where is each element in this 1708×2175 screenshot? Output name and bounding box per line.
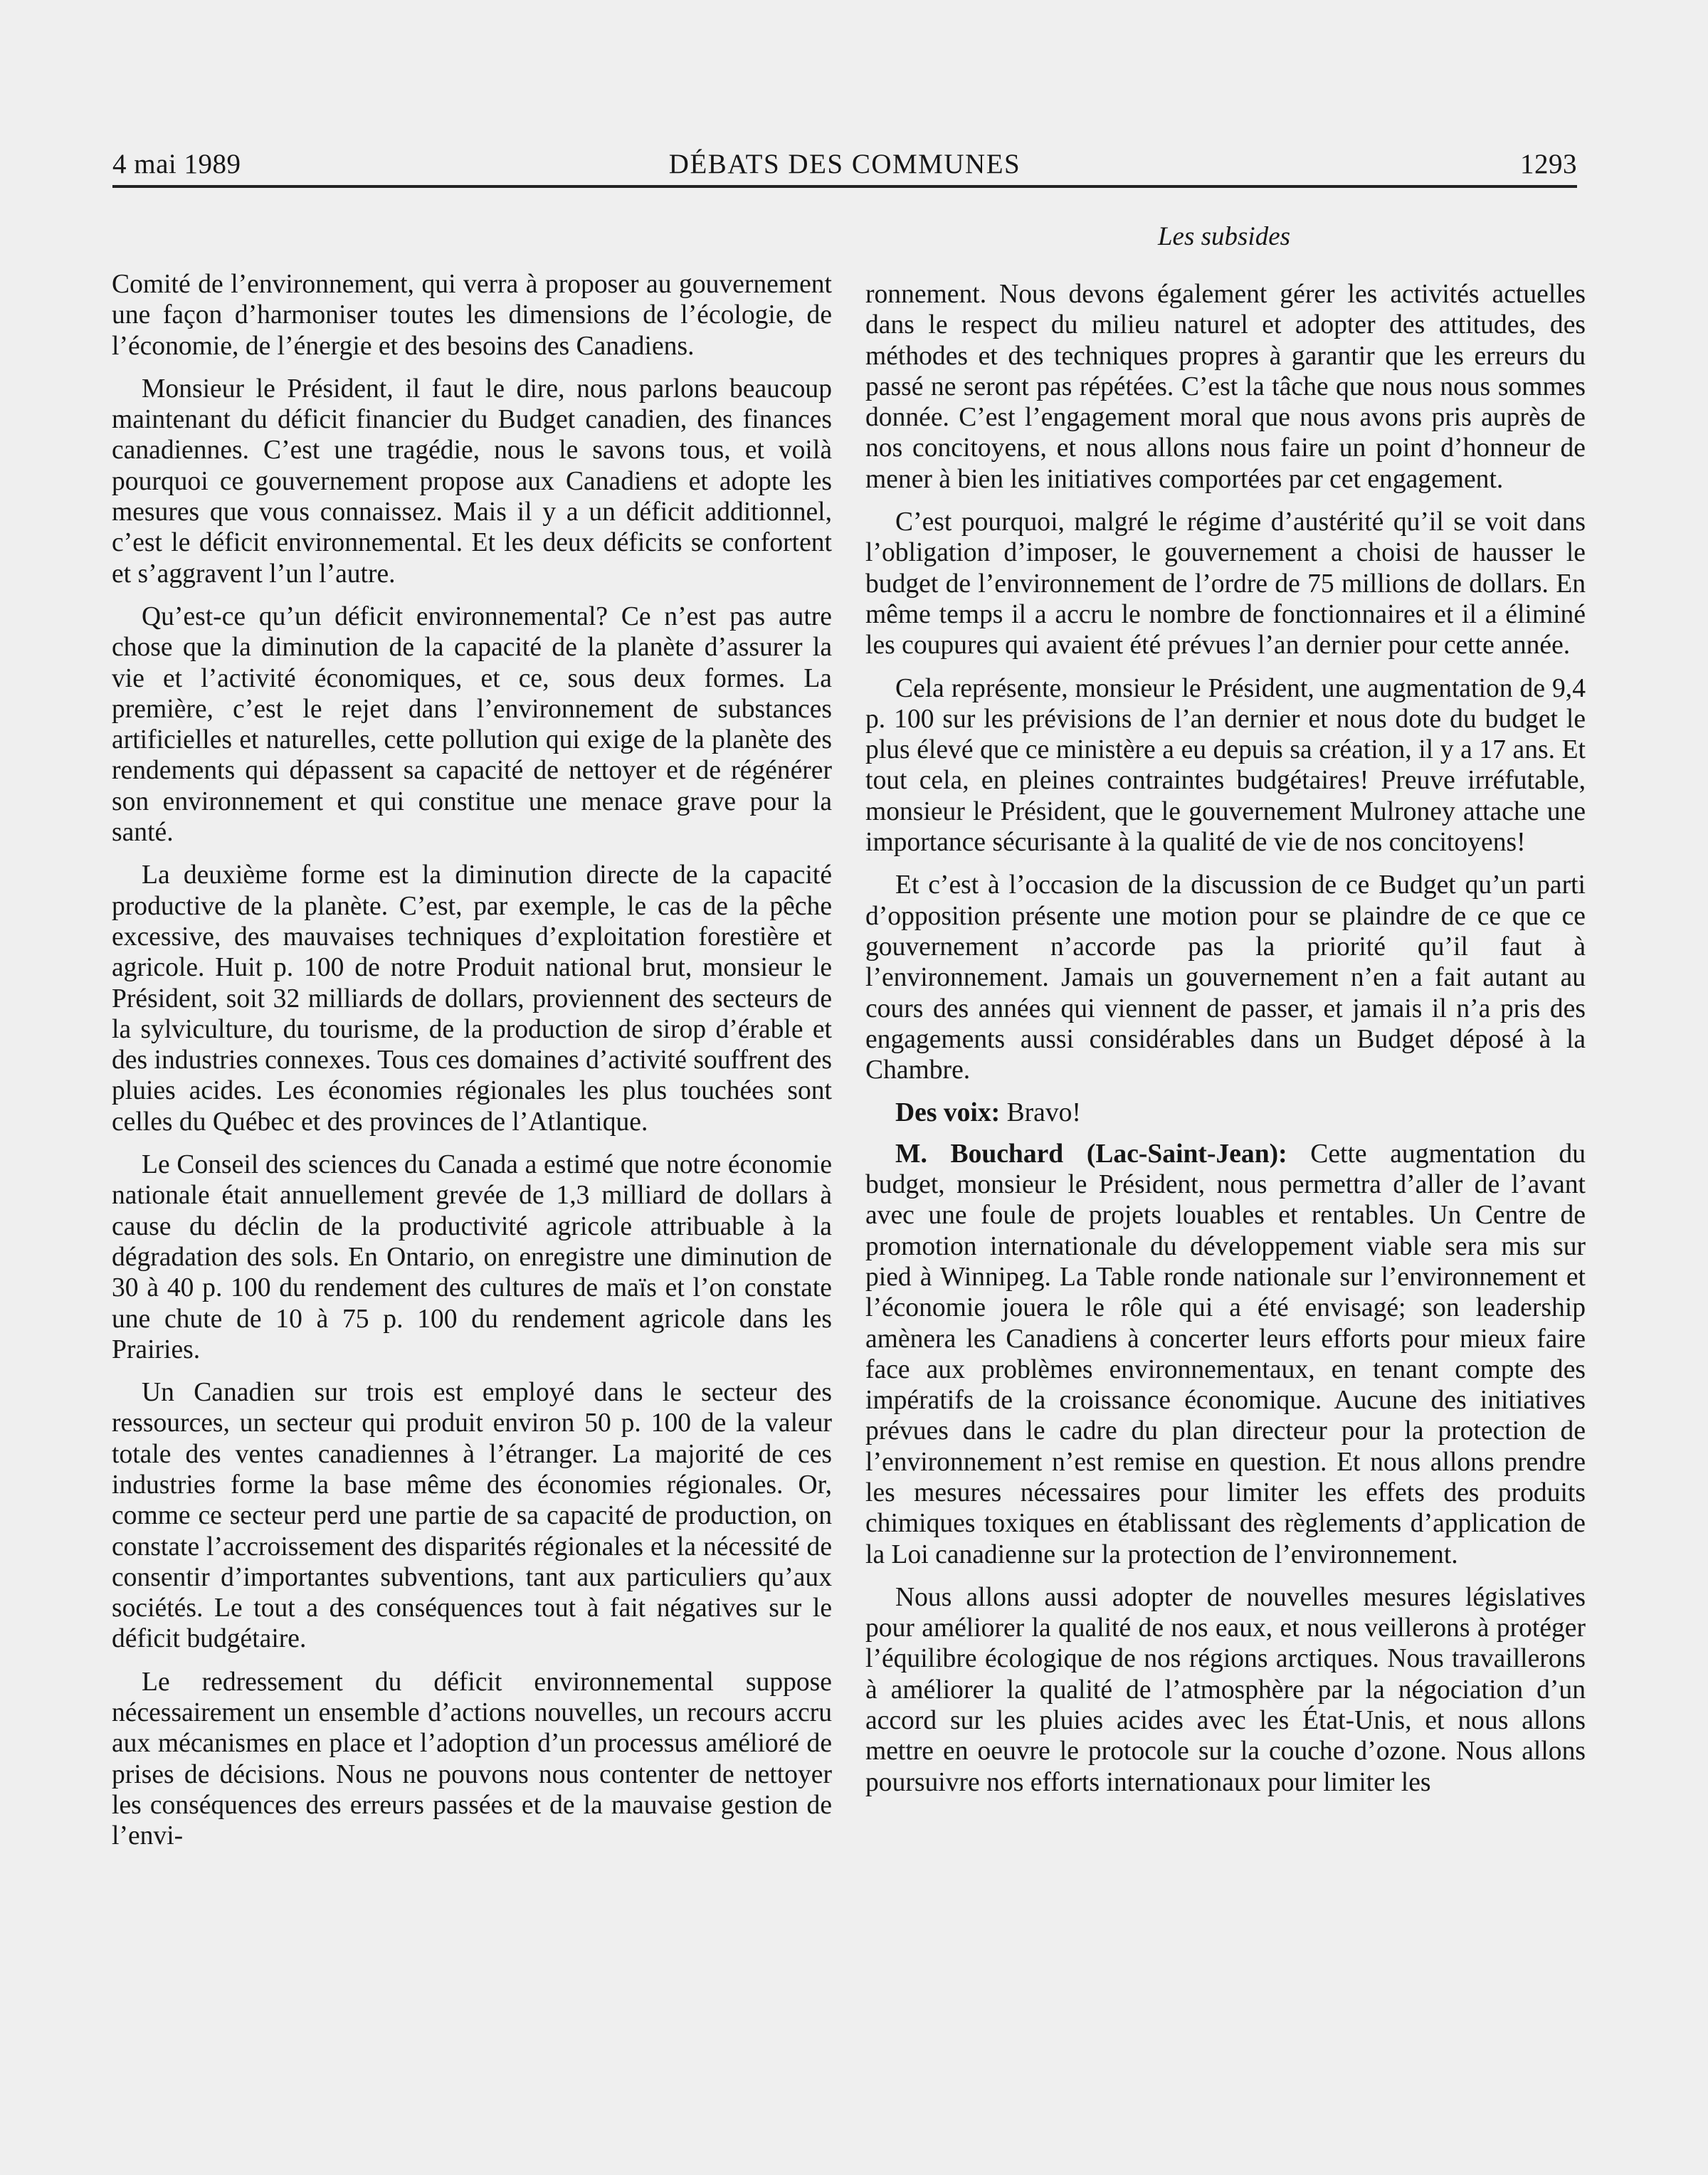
speech-paragraph — [865, 1139, 1586, 1570]
paragraph: Monsieur le Président, il faut le dire, nous parlons beaucoup maintenant du déficit financier du Budget canadien, des finances canadiennes. C’est une tragédie, nous le savons tous, et voilà pourquoi ce gouvernement propose aux Canadiens et adopte les mesures que vous connaissez. Mais il y a un déficit additionnel, c’est le déficit environnemental. Et les deux déficits se confortent et s’aggravent l’un l’autre. — [112, 374, 832, 589]
speaker-label: M. Bouchard (Lac-Saint-Jean): — [895, 1139, 1287, 1169]
speech-text: Cette augmentation du budget, monsieur le Président, nous permettra d’aller de l’avant avec une foule de projets louables et rentables. Un Centre de promotion internationale du développement viable sera mis sur pied à Winnipeg. La Table ronde nationale sur l’environnement et l’économie jouera le rôle qui a été envisagé; son leadership amènera les Canadiens à concerter leurs efforts pour mieux faire face aux problèmes environnementaux, en tenant compte des impératifs de la croissance économique. Aucune des initiatives prévues dans le cadre du plan directeur pour la protection de l’environnement n’est remise en question. Et nous allons prendre les mesures nécessaires pour limiter les effets des produits chimiques toxiques en établissant des règlements d’application de la Loi canadienne sur la protection de l’environnement. — [865, 1139, 1586, 1569]
paragraph: ronnement. Nous devons également gérer les activités actuelles dans le respect du milieu naturel et adopter des attitudes, des méthodes et des techniques propres à garantir que les erreurs du passé ne seront pas répétées. C’est la tâche que nous nous sommes donnée. C’est l’engagement moral que nous avons pris auprès de nos concitoyens, et nous allons nous faire un point d’honneur de mener à bien les initiatives comportées par cet engagement. — [865, 280, 1586, 494]
right-column — [865, 279, 1586, 1810]
paragraph: Un Canadien sur trois est employé dans le secteur des ressources, un secteur qui produit environ 50 p. 100 de la valeur totale des ventes canadiennes à l’étranger. La majorité de ces industries forme la base même des économies régionales. Or, comme ce secteur perd une partie de sa capacité de production, on constate l’accroissement des disparités régionales et la nécessité de consentir d’importantes subventions, tant aux particuliers qu’aux sociétés. Le tout a des conséquences tout à fait négatives sur le déficit budgétaire. — [112, 1378, 832, 1654]
paragraph: Comité de l’environnement, qui verra à proposer au gouvernement une façon d’harmoniser toutes les dimensions de l’écologie, de l’économie, de l’énergie et des besoins des Canadiens. — [112, 270, 832, 361]
speech-text: Bravo! — [1000, 1098, 1081, 1128]
paragraph: La deuxième forme est la diminution directe de la capacité productive de la planète. C’est, par exemple, le cas de la pêche excessive, des mauvaises techniques d’exploitation forestière et agricole. Huit p. 100 de notre Produit national brut, monsieur le Président, soit 32 milliards de dollars, proviennent des secteurs de la sylviculture, du tourisme, de la production de sirop d’érable et des industries connexes. Tous ces domaines d’activité souffrent des pluies acides. Les économies régionales les plus touchées sont celles du Québec et des provinces de l’Atlantique. — [112, 860, 832, 1137]
page-header — [112, 145, 1577, 184]
speaker-label: Des voix: — [895, 1098, 1001, 1128]
interjection — [865, 1097, 1586, 1128]
paragraph: Le Conseil des sciences du Canada a estimé que notre économie nationale était annuellement grevée de 1,3 milliard de dollars à cause du déclin de la productivité agricole attribuable à la dégradation des sols. En Ontario, on enregistre une diminution de 30 à 40 p. 100 du rendement des cultures de maïs et l’on constate une chute de 10 à 75 p. 100 du rendement agricole dans les Prairies. — [112, 1150, 832, 1364]
header-date: 4 mai 1989 — [112, 149, 241, 179]
paragraph: Le redressement du déficit environnemental suppose nécessairement un ensemble d’actions nouvelles, un recours accru aux mécanismes en place et l’adoption d’un processus amélioré de prises de décisions. Nous ne pouvons nous contenter de nettoyer les conséquences des erreurs passées et de la mauvaise gestion de l’envi- — [112, 1667, 832, 1851]
paragraph: C’est pourquoi, malgré le régime d’austérité qu’il se voit dans l’obligation d’imposer, le gouvernement a choisi de hausser le budget de l’environnement de l’ordre de 75 millions de dollars. En même temps il a accru le nombre de fonctionnaires et il a éliminé les coupures qui avaient été prévues l’an dernier pour cette année. — [865, 507, 1586, 660]
left-column — [112, 269, 832, 1864]
paragraph: Cela représente, monsieur le Président, une augmentation de 9,4 p. 100 sur les prévisions de l’an dernier et nous dote du budget le plus élevé que ce ministère a eu depuis sa création, il y a 17 ans. Et tout cela, en pleines contraintes budgétaires! Preuve irréfutable, monsieur le Président, que le gouvernement Mulroney attache une importance sécurisante à la qualité de vie de nos concitoyens! — [865, 673, 1586, 858]
paragraph: Et c’est à l’occasion de la discussion de ce Budget qu’un parti d’opposition présente une motion pour se plaindre de ce que ce gouvernement n’accorde pas la priorité qu’il faut à l’environnement. Jamais un gouvernement n’en a fait autant au cours des années qui viennent de passer, et jamais il n’a pris des engagements aussi considérables dans un Budget déposé à la Chambre. — [865, 870, 1586, 1085]
header-rule — [112, 185, 1577, 188]
header-title: DÉBATS DES COMMUNES — [668, 149, 1021, 179]
paragraph: Nous allons aussi adopter de nouvelles mesures législatives pour améliorer la qualité de nos eaux, et nous veillerons à protéger l’équilibre écologique de nos régions arctiques. Nous travaillerons à améliorer la qualité de l’atmosphère par la négociation d’un accord sur les pluies acides avec les État-Unis, et nous allons mettre en oeuvre le protocole sur la couche d’ozone. Nous allons poursuivre nos efforts internationaux pour limiter les — [865, 1582, 1586, 1797]
header-page-number: 1293 — [1520, 149, 1577, 179]
paragraph: Qu’est-ce qu’un déficit environnemental? Ce n’est pas autre chose que la diminution de la capacité de la planète d’assurer la vie et l’activité économiques, et ce, sous deux formes. La première, c’est le rejet dans l’environnement de substances artificielles et naturelles, cette pollution qui exige de la planète des rendements qui dépassent sa capacité de nettoyer et de régénérer son environnement et qui constitue une menace grave pour la santé. — [112, 601, 832, 848]
section-title: Les subsides — [1157, 222, 1291, 251]
